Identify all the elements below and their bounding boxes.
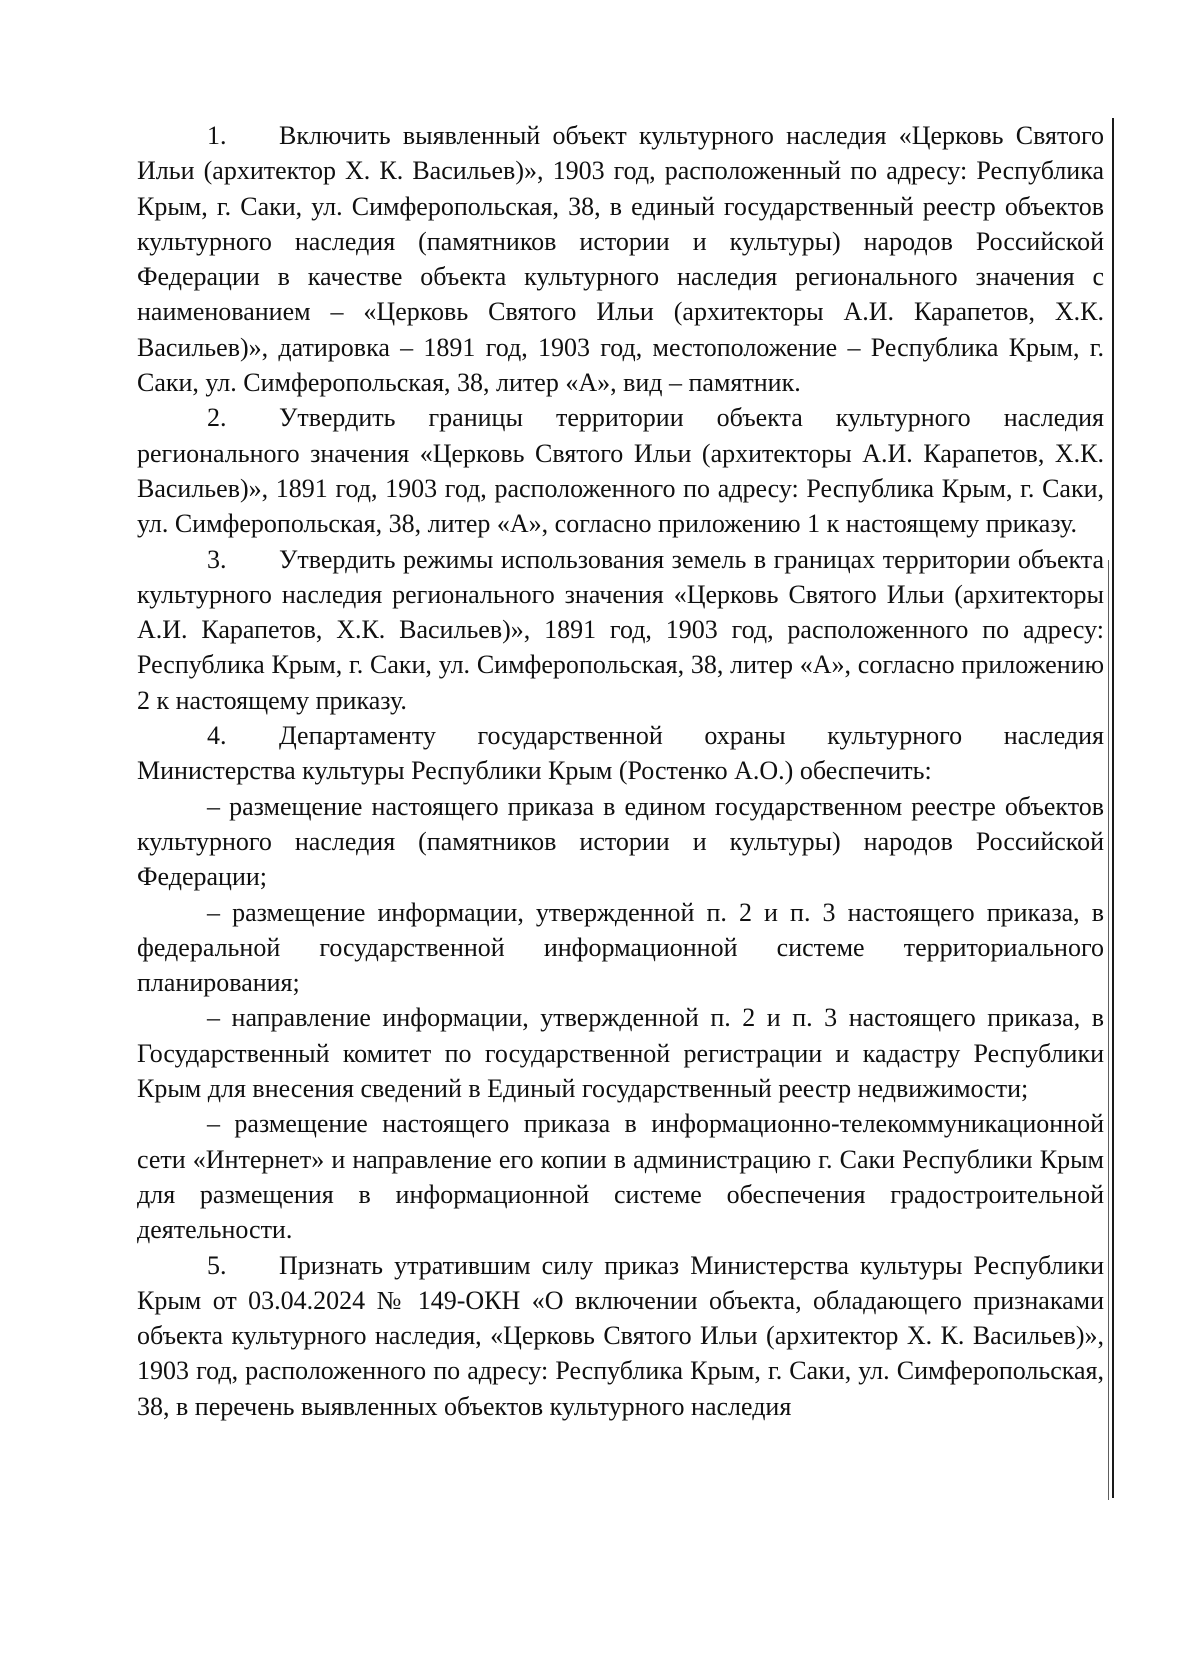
- item-1-number: 1.: [207, 121, 227, 150]
- item-2-number: 2.: [207, 403, 227, 433]
- item-5-number: 5.: [207, 1250, 227, 1280]
- item-1-text: Включить выявленный объект культурного наследия «Церковь Святого Ильи (архитектор Х. К. Васильев)», 1903 год, расположенный по адресу: Республика Крым, г. Саки, ул. Симферопольская, 38, в единый государственный реестр объектов культурного наследия (памятников истории и культуры) народов Российской Федерации в качестве объекта культурного наследия регионального значения с наименованием – «Церковь Святого Ильи (архитекторы А.И. Карапетов, Х.К. Васильев)», датировка – 1891 год, 1903 год, местоположение – Республика Крым, г. Саки, ул. Симферопольская, 38, литер «А», вид – памятник.: [137, 121, 1104, 398]
- scan-artifact-line: [1108, 560, 1109, 1500]
- bullet-state-committee: – направление информации, утвержденной п. 2 и п. 3 настоящего приказа, в Государственный комитет по государственной регистрации и кадастру Республики Крым для внесения сведений в Единый государственный реестр недвижимости;: [137, 1003, 1104, 1104]
- scan-artifact-line: [1112, 118, 1114, 1498]
- item-4-text: Департаменту государственной охраны культурного наследия Министерства культуры Республики Крым (Ростенко А.О.) обеспечить:: [137, 721, 1104, 786]
- item-4: [137, 718, 1104, 789]
- bullet-internet: – размещение настоящего приказа в информационно-телекоммуникационной сети «Интернет» и направление его копии в администрацию г. Саки Республики Крым для размещения в информационной системе обеспечения градостроительной деятельности.: [137, 1109, 1104, 1245]
- bullet-registry: – размещение настоящего приказа в едином государственном реестре объектов культурного наследия (памятников истории и культуры) народов Российской Федерации;: [137, 791, 1104, 892]
- item-5: [137, 1248, 1104, 1424]
- item-3-number: 3.: [207, 544, 227, 574]
- bullet-federal-system: – размещение информации, утвержденной п. 2 и п. 3 настоящего приказа, в федеральной государственной информационной системе территориального планирования;: [137, 897, 1104, 998]
- item-5-text: Признать утратившим силу приказ Министерства культуры Республики Крым от 03.04.2024 № 149-ОКН «О включении объекта, обладающего признаками объекта культурного наследия, «Церковь Святого Ильи (архитектор Х. К. Васильев)», 1903 год, расположенного по адресу: Республика Крым, г. Саки, ул. Симферопольская, 38, в перечень выявленных объектов культурного наследия: [137, 1250, 1104, 1421]
- item-2: [137, 400, 1104, 541]
- item-2-text: Утвердить границы территории объекта культурного наследия регионального значения «Церковь Святого Ильи (архитекторы А.И. Карапетов, Х.К. Васильев)», 1891 год, 1903 год, расположенного по адресу: Республика Крым, г. Саки, ул. Симферопольская, 38, литер «А», согласно приложению 1 к настоящему приказу.: [137, 403, 1104, 539]
- item-3-text: Утвердить режимы использования земель в границах территории объекта культурного наследия регионального значения «Церковь Святого Ильи (архитекторы А.И. Карапетов, Х.К. Васильев)», 1891 год, 1903 год, расположенного по адресу: Республика Крым, г. Саки, ул. Симферопольская, 38, литер «А», согласно приложению 2 к настоящему приказу.: [137, 544, 1104, 715]
- document-body: [137, 118, 1104, 1424]
- item-3: [137, 542, 1104, 718]
- item-4-number: 4.: [207, 721, 227, 751]
- item-1: [137, 118, 1104, 400]
